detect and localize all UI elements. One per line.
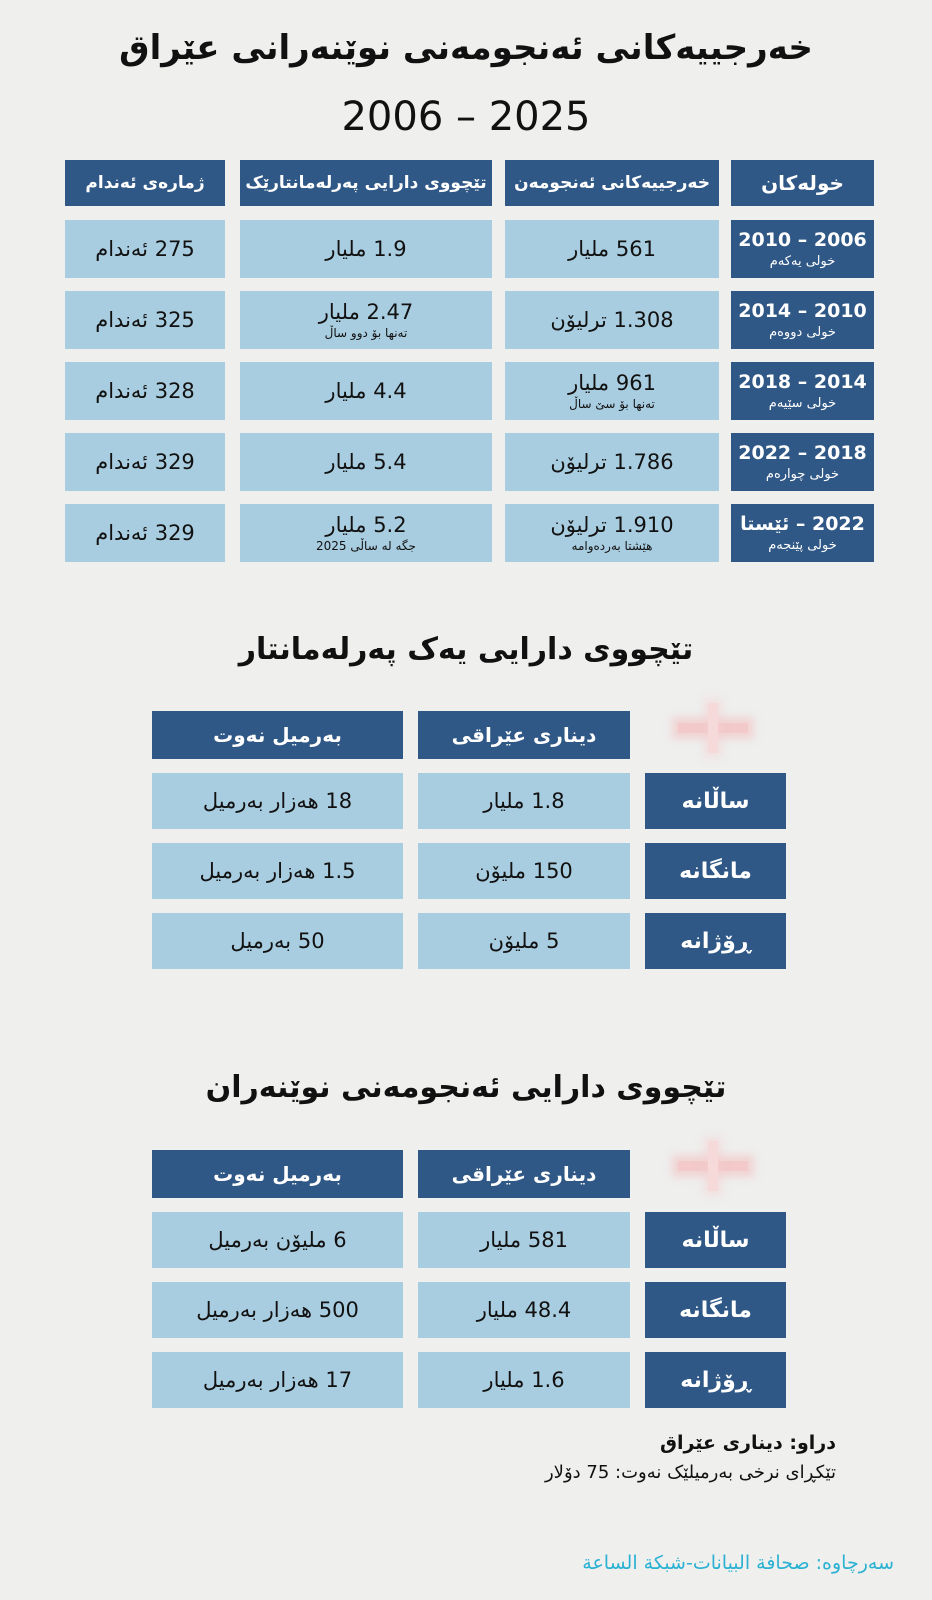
period-cell xyxy=(731,220,874,278)
header-dinar: دیناری عێراقی xyxy=(418,1150,630,1198)
council-spending-note: تەنها بۆ سێ ساڵ xyxy=(569,397,655,411)
row-label-daily: ڕۆژانە xyxy=(645,1352,786,1408)
council-cost-title: تێچووی دارایی ئەنجومەنی نوێنەران xyxy=(205,1070,727,1105)
members-value: 275 ئەندام xyxy=(95,237,195,261)
dinar-value-cell xyxy=(418,843,630,899)
oil-value-cell xyxy=(152,843,403,899)
row-label-monthly: مانگانە xyxy=(645,843,786,899)
currency-note: دراو: دیناری عێراق xyxy=(659,1432,836,1454)
members-value: 329 ئەندام xyxy=(95,450,195,474)
mp-cost-note: تەنها بۆ دوو ساڵ xyxy=(324,326,408,340)
council-spending-cell xyxy=(505,433,719,491)
council-spending-note: هێشتا بەردەوامە xyxy=(571,539,653,553)
period-cell xyxy=(731,504,874,562)
mp-cost-cell xyxy=(240,362,492,420)
dinar-value: 150 ملیۆن xyxy=(475,859,573,883)
members-cell xyxy=(65,220,225,278)
members-cell xyxy=(65,362,225,420)
plus-icon xyxy=(678,1141,748,1191)
dinar-value-cell xyxy=(418,1352,630,1408)
council-spending-cell xyxy=(505,220,719,278)
period-term: خولی سێیەم xyxy=(768,395,837,411)
council-spending-value: 561 ملیار xyxy=(568,237,656,261)
oil-value: 50 بەرمیل xyxy=(230,929,325,953)
dinar-value: 48.4 ملیار xyxy=(476,1298,572,1322)
oil-value-cell xyxy=(152,1212,403,1268)
mp-cost-value: 2.47 ملیار xyxy=(318,300,414,324)
period-years: 2022 – ئێستا xyxy=(740,512,865,535)
oil-value: 17 هەزار بەرمیل xyxy=(202,1368,353,1392)
row-label-monthly: مانگانە xyxy=(645,1282,786,1338)
plus-icon xyxy=(678,703,748,753)
council-spending-value: 1.786 ترلیۆن xyxy=(550,450,674,474)
dinar-value-cell xyxy=(418,1282,630,1338)
period-years: 2014 – 2018 xyxy=(738,370,867,393)
dinar-value: 581 ملیار xyxy=(480,1228,568,1252)
council-spending-value: 1.910 ترلیۆن xyxy=(550,513,674,537)
members-cell xyxy=(65,504,225,562)
members-value: 328 ئەندام xyxy=(95,379,195,403)
council-spending-value: 1.308 ترلیۆن xyxy=(550,308,674,332)
mp-cost-cell xyxy=(240,504,492,562)
members-value: 325 ئەندام xyxy=(95,308,195,332)
oil-value-cell xyxy=(152,1352,403,1408)
header-dinar: دیناری عێراقی xyxy=(418,711,630,759)
mp-cost-note: جگە لە ساڵی 2025 xyxy=(316,539,416,553)
oil-value-cell xyxy=(152,1282,403,1338)
members-cell xyxy=(65,433,225,491)
period-years: 2018 – 2022 xyxy=(738,441,867,464)
period-cell xyxy=(731,291,874,349)
row-label-yearly: ساڵانە xyxy=(645,773,786,829)
oil-rate-note: تێکڕای نرخی بەرمیلێک نەوت: 75 دۆلار xyxy=(544,1462,836,1483)
council-spending-cell xyxy=(505,362,719,420)
mp-cost-value: 1.9 ملیار xyxy=(325,237,407,261)
dinar-value-cell xyxy=(418,1212,630,1268)
page-title: خەرجییەکانی ئەنجومەنی نوێنەرانی عێراق xyxy=(119,28,813,68)
dinar-value-cell xyxy=(418,913,630,969)
header-terms: خولەکان xyxy=(731,160,874,206)
mp-cost-value: 5.4 ملیار xyxy=(325,450,407,474)
period-cell xyxy=(731,362,874,420)
row-label-daily: ڕۆژانە xyxy=(645,913,786,969)
header-oil-barrels: بەرمیل نەوت xyxy=(152,1150,403,1198)
dinar-value: 1.6 ملیار xyxy=(483,1368,565,1392)
period-term: خولی دووەم xyxy=(769,324,836,340)
oil-value: 500 هەزار بەرمیل xyxy=(196,1298,359,1322)
notes xyxy=(545,1428,836,1488)
period-term: خولی یەکەم xyxy=(769,253,836,269)
header-oil-barrels: بەرمیل نەوت xyxy=(152,711,403,759)
council-spending-cell xyxy=(505,291,719,349)
oil-value: 18 هەزار بەرمیل xyxy=(202,789,353,813)
oil-value: 6 ملیۆن بەرمیل xyxy=(208,1228,347,1252)
members-cell xyxy=(65,291,225,349)
members-value: 329 ئەندام xyxy=(95,521,195,545)
oil-value: 1.5 هەزار بەرمیل xyxy=(199,859,356,883)
council-spending-value: 961 ملیار xyxy=(568,371,656,395)
mp-cost-value: 5.2 ملیار xyxy=(325,513,407,537)
oil-value-cell xyxy=(152,913,403,969)
dinar-value-cell xyxy=(418,773,630,829)
mp-cost-cell xyxy=(240,433,492,491)
period-years: 2006 – 2010 xyxy=(738,228,867,251)
header-members: ژمارەی ئەندام xyxy=(65,160,225,206)
mp-cost-value: 4.4 ملیار xyxy=(325,379,407,403)
mp-cost-cell xyxy=(240,220,492,278)
period-term: خولی چوارەم xyxy=(765,466,840,482)
period-term: خولی پێنجەم xyxy=(768,537,837,553)
mp-cost-title: تێچووی دارایی یەک پەرلەمانتار xyxy=(238,632,694,667)
dinar-value: 1.8 ملیار xyxy=(483,789,565,813)
council-spending-cell xyxy=(505,504,719,562)
dinar-value: 5 ملیۆن xyxy=(488,929,560,953)
mp-cost-cell xyxy=(240,291,492,349)
row-label-yearly: ساڵانە xyxy=(645,1212,786,1268)
period-cell xyxy=(731,433,874,491)
period-years: 2010 – 2014 xyxy=(738,299,867,322)
source-credit: سەرچاوە: صحافة البيانات-شبكة الساعة xyxy=(582,1552,894,1574)
header-mp-cost: تێچووی دارایی پەرلەمانتارێک xyxy=(240,160,492,206)
oil-value-cell xyxy=(152,773,403,829)
header-council-spending: خەرجییەکانی ئەنجومەن xyxy=(505,160,719,206)
page-title-years: 2006 – 2025 xyxy=(341,94,591,140)
